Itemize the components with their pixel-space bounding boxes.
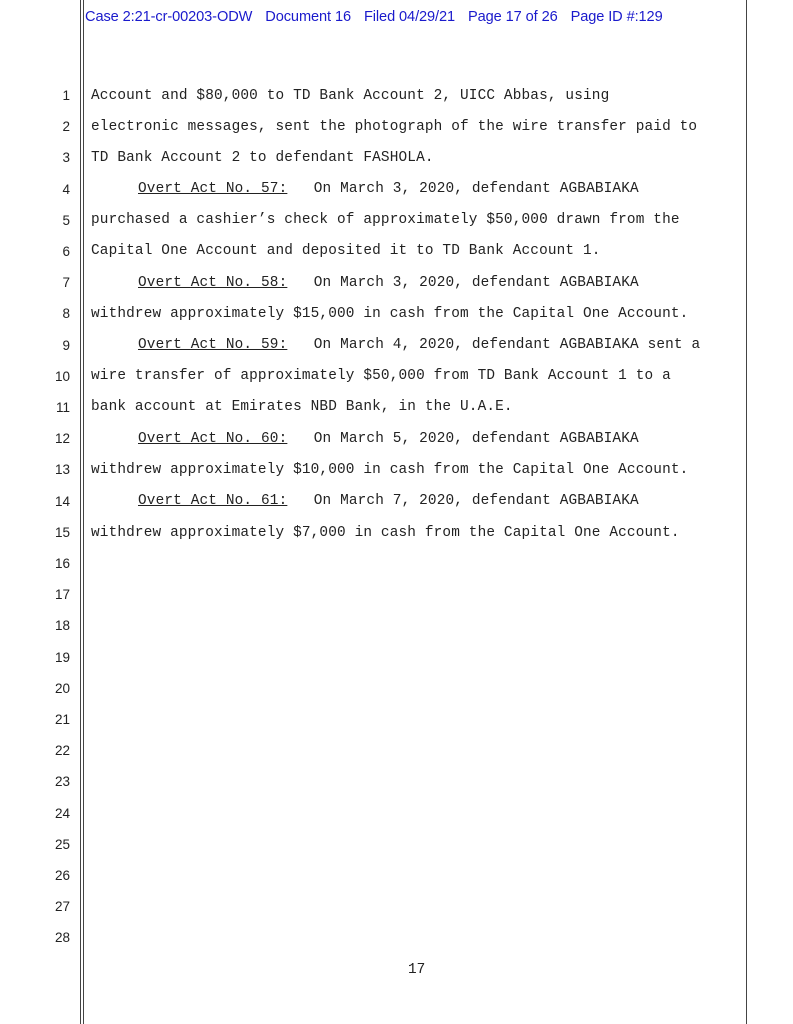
body-line-6: Capital One Account and deposited it to TD Bank Account 1. <box>91 243 601 259</box>
line-number: 26 <box>54 868 70 883</box>
line-number: 3 <box>62 150 70 165</box>
line-number: 1 <box>62 88 70 103</box>
line-number: 13 <box>54 462 70 477</box>
body-line-14: On March 7, 2020, defendant AGBABIAKA <box>313 493 639 509</box>
line-number: 11 <box>55 400 70 415</box>
overt-act-60 <box>138 431 639 447</box>
line-number: 15 <box>54 525 70 540</box>
body-line-3: TD Bank Account 2 to defendant FASHOLA. <box>91 150 434 166</box>
document-number: Document 16 <box>265 9 351 25</box>
line-number: 25 <box>54 837 70 852</box>
page-number: 17 <box>408 962 426 978</box>
overt-act-59-heading: Overt Act No. 59: <box>138 337 288 353</box>
line-number: 9 <box>62 338 70 353</box>
body-line-15: withdrew approximately $7,000 in cash from the Capital One Account. <box>91 525 680 541</box>
overt-act-60-heading: Overt Act No. 60: <box>138 431 288 447</box>
line-number: 20 <box>54 681 70 696</box>
body-line-13: withdrew approximately $10,000 in cash from the Capital One Account. <box>91 462 689 478</box>
overt-act-58 <box>138 275 639 291</box>
line-number: 5 <box>62 213 70 228</box>
document-header <box>85 9 672 25</box>
left-margin-rule-inner <box>83 0 84 1024</box>
case-number: Case 2:21-cr-00203-ODW <box>85 9 253 25</box>
line-number: 7 <box>62 275 70 290</box>
line-number: 28 <box>54 930 70 945</box>
line-number: 19 <box>54 650 70 665</box>
body-line-10: wire transfer of approximately $50,000 from TD Bank Account 1 to a <box>91 368 671 384</box>
body-line-4: On March 3, 2020, defendant AGBABIAKA <box>313 181 639 197</box>
line-number: 23 <box>54 774 70 789</box>
body-line-8: withdrew approximately $15,000 in cash from the Capital One Account. <box>91 306 689 322</box>
body-line-1: Account and $80,000 to TD Bank Account 2, UICC Abbas, using <box>91 88 610 104</box>
overt-act-61-heading: Overt Act No. 61: <box>138 493 288 509</box>
line-number: 18 <box>54 618 70 633</box>
overt-act-57 <box>138 181 639 197</box>
overt-act-61 <box>138 493 639 509</box>
body-line-7: On March 3, 2020, defendant AGBABIAKA <box>313 275 639 291</box>
line-number: 10 <box>54 369 70 384</box>
page-id: Page ID #:129 <box>570 9 663 25</box>
right-margin-rule <box>746 0 747 1024</box>
body-line-12: On March 5, 2020, defendant AGBABIAKA <box>313 431 639 447</box>
body-line-2: electronic messages, sent the photograph of the wire transfer paid to <box>91 119 698 135</box>
overt-act-58-heading: Overt Act No. 58: <box>138 275 288 291</box>
page-of-pages: Page 17 of 26 <box>468 9 558 25</box>
line-number: 27 <box>54 899 70 914</box>
line-number: 4 <box>62 182 70 197</box>
line-number: 12 <box>54 431 70 446</box>
line-number: 16 <box>54 556 70 571</box>
line-number: 6 <box>62 244 70 259</box>
body-line-5: purchased a cashier’s check of approximately $50,000 drawn from the <box>91 212 680 228</box>
line-number: 8 <box>62 306 70 321</box>
filed-date: Filed 04/29/21 <box>363 9 456 25</box>
left-margin-rule <box>80 0 81 1024</box>
body-line-9: On March 4, 2020, defendant AGBABIAKA sent a <box>313 337 701 353</box>
line-number: 2 <box>62 119 70 134</box>
line-number: 22 <box>54 743 70 758</box>
overt-act-57-heading: Overt Act No. 57: <box>138 181 288 197</box>
overt-act-59 <box>138 337 700 353</box>
body-line-11: bank account at Emirates NBD Bank, in the U.A.E. <box>91 399 513 415</box>
line-number: 24 <box>54 806 70 821</box>
line-number: 21 <box>54 712 70 727</box>
line-number: 17 <box>54 587 70 602</box>
line-number: 14 <box>54 494 70 509</box>
